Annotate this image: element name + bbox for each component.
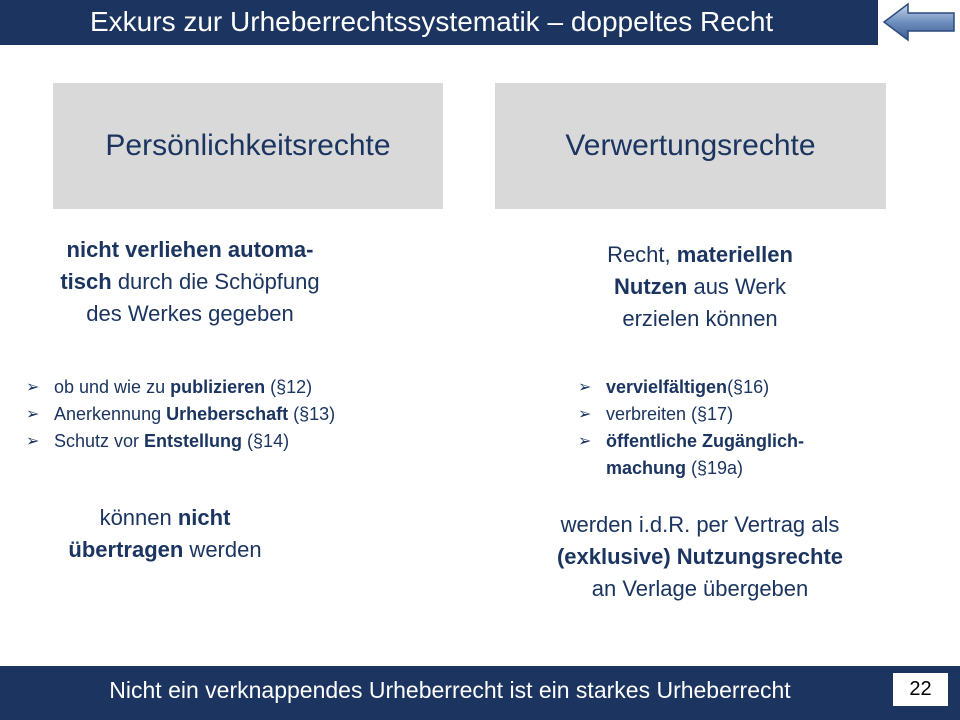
list-item: [26, 374, 335, 401]
list-item: [578, 374, 804, 401]
list-item: [578, 428, 804, 455]
bullet-bold: machung: [606, 458, 687, 478]
arrow-right-bullet-icon: ➢: [578, 379, 592, 396]
right-description: [500, 239, 900, 335]
bullet-text: (§13): [288, 404, 336, 424]
conclusion-text: werden i.d.R. per Vertrag als: [560, 512, 840, 537]
page-number: 22: [893, 673, 948, 706]
bullet-bold: öffentliche Zugänglich-: [606, 431, 804, 451]
bullet-bold: Urheberschaft: [166, 404, 289, 424]
arrow-right-bullet-icon: ➢: [578, 433, 592, 450]
desc-bold: Nutzen: [614, 274, 688, 299]
bullet-bold: Entstellung: [144, 431, 243, 451]
desc-text: erzielen können: [622, 306, 778, 331]
conclusion-text: können: [99, 505, 178, 530]
desc-bold: tisch: [60, 269, 112, 294]
arrow-right-bullet-icon: ➢: [578, 406, 592, 423]
desc-text: aus Werk: [687, 274, 786, 299]
category-label: Persönlichkeitsrechte: [105, 129, 391, 162]
conclusion-bold: nicht: [177, 505, 231, 530]
bullet-text: (§12): [265, 377, 313, 397]
desc-text: durch die Schöpfung: [111, 269, 320, 294]
bullet-text: (§14): [242, 431, 290, 451]
bottom-tagline: Nicht ein verknappendes Urheberrecht ist ein starkes Urheberrecht: [109, 677, 791, 703]
bullet-text: ob und wie zu: [54, 377, 171, 397]
conclusion-text: werden: [183, 537, 262, 562]
bullet-text: verbreiten (§17): [606, 404, 734, 424]
arrow-left-icon: [878, 0, 960, 45]
arrow-right-bullet-icon: ➢: [26, 379, 40, 396]
list-item: [578, 401, 804, 428]
left-description: [0, 234, 380, 330]
bullet-bold: vervielfältigen: [606, 377, 728, 397]
slide-title: Exkurs zur Urheberrechtssystematik – doppeltes Recht: [90, 6, 774, 37]
left-bullet-list: [26, 374, 335, 455]
bullet-text: (§19a): [686, 458, 744, 478]
desc-bold: materiellen: [676, 242, 793, 267]
list-item: [26, 428, 335, 455]
left-conclusion: [0, 502, 330, 566]
conclusion-bold: (exklusive) Nutzungsrechte: [556, 544, 844, 569]
right-conclusion: [490, 509, 910, 605]
bullet-text: Anerkennung: [54, 404, 167, 424]
desc-text: des Werkes gegeben: [86, 301, 294, 326]
category-box-verwertungsrechte: [495, 83, 886, 209]
bullet-text: Schutz vor: [54, 431, 145, 451]
desc-text: Recht,: [607, 242, 677, 267]
bullet-bold: publizieren: [170, 377, 266, 397]
back-button[interactable]: [878, 0, 960, 45]
right-bullet-list: [578, 374, 804, 482]
conclusion-text: an Verlage übergeben: [591, 576, 809, 601]
bullet-text: (§16): [727, 377, 770, 397]
list-item: [26, 401, 335, 428]
desc-bold: nicht verliehen automa-: [66, 237, 314, 262]
category-label: Verwertungsrechte: [565, 129, 816, 162]
category-box-personlichkeitsrechte: [53, 83, 443, 209]
arrow-right-bullet-icon: ➢: [26, 433, 40, 450]
list-item-continuation: [578, 455, 804, 482]
conclusion-bold: übertragen: [68, 537, 184, 562]
arrow-right-bullet-icon: ➢: [26, 406, 40, 423]
